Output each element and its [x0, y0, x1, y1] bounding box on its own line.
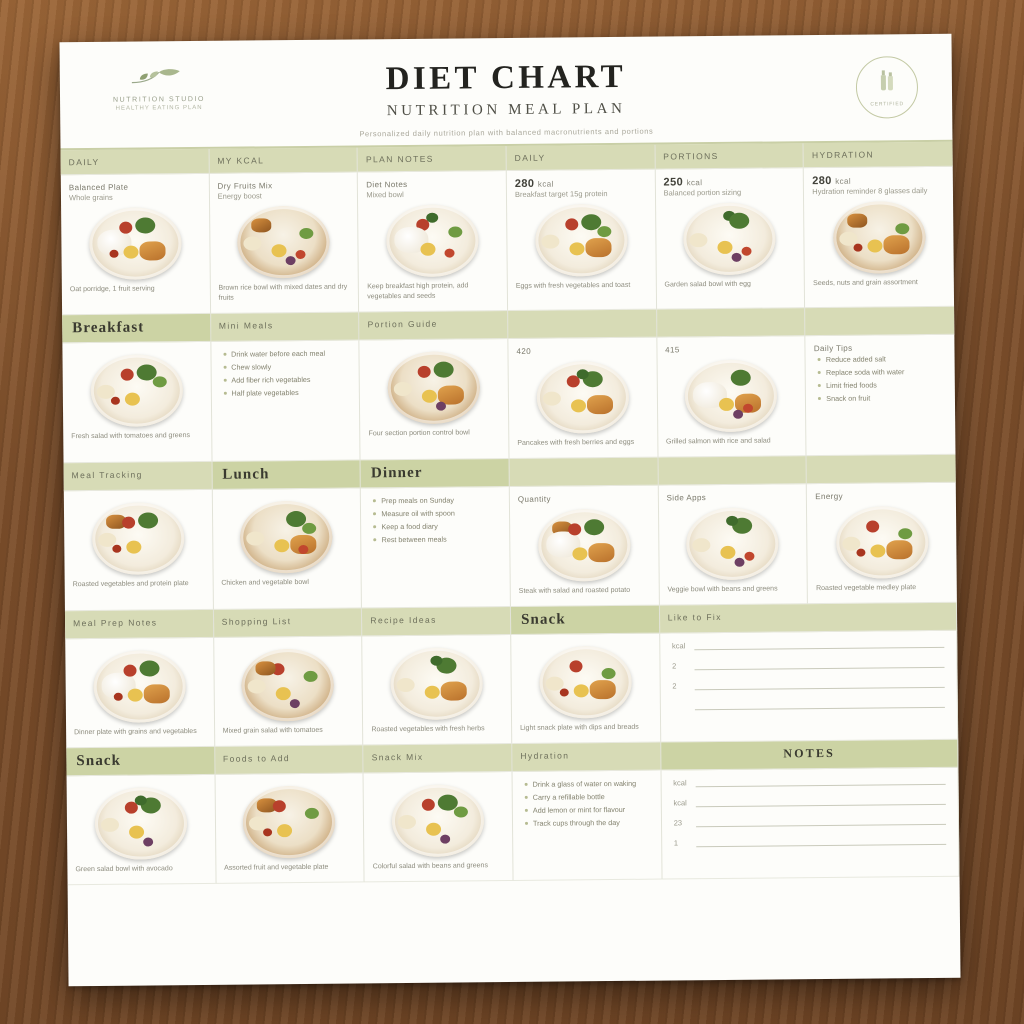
cell-caption: Eggs with fresh vegetables and toast — [515, 281, 631, 290]
page-title: DIET CHART — [385, 58, 627, 98]
cell-title: Daily Tips — [813, 343, 853, 354]
diet-chart-sheet — [59, 34, 960, 987]
write-line[interactable] — [695, 776, 945, 787]
food-plate-image — [240, 501, 333, 574]
list-item: Add lemon or mint for flavour — [533, 804, 651, 816]
food-plate-image — [386, 204, 479, 277]
certification-seal — [856, 56, 919, 119]
food-plate-image — [538, 509, 631, 582]
food-plate-image — [89, 207, 182, 280]
list-item: Half plate vegetables — [231, 387, 349, 399]
cell-caption: Grilled salmon with rice and salad — [665, 437, 771, 446]
cell-r1-1 — [62, 342, 212, 463]
food-plate-image — [93, 650, 186, 723]
write-row[interactable] — [672, 679, 944, 691]
write-label: kcal — [671, 641, 686, 651]
write-row[interactable] — [674, 816, 946, 828]
cell-caption: Brown rice bowl with mixed dates and dry fruits — [218, 283, 348, 302]
cell-r2-1 — [64, 490, 214, 611]
cell-subtitle: Hydration reminder 8 glasses daily — [812, 185, 928, 197]
cell-r3-writelines[interactable] — [660, 631, 958, 743]
cell-r4-1 — [67, 775, 217, 885]
cell-caption: Keep breakfast high protein, add vegetables and seeds — [367, 282, 469, 301]
band-spacer-6 — [805, 307, 954, 336]
cell-title: 420 — [516, 346, 532, 356]
write-label: kcal — [673, 798, 687, 808]
cell-overview-3 — [358, 171, 508, 312]
cell-caption: Seeds, nuts and grain assortment — [813, 279, 918, 288]
write-line[interactable] — [694, 659, 944, 670]
section-title-snack: Snack — [511, 606, 660, 635]
food-plate-image — [243, 786, 336, 859]
row-final-content — [67, 768, 960, 886]
cell-caption: Colorful salad with beans and greens — [372, 862, 488, 871]
cell-title: Balanced Plate — [68, 182, 129, 193]
list-item: Replace soda with water — [826, 366, 945, 378]
food-plate-image — [536, 361, 629, 434]
list-item: Rest between meals — [382, 533, 500, 545]
cell-caption: Four section portion control bowl — [368, 429, 470, 438]
cell-r3-1 — [65, 638, 215, 748]
cell-caption: Roasted vegetables and protein plate — [72, 580, 189, 589]
cell-subtitle: Balanced portion sizing — [663, 187, 742, 198]
cell-subtitle: Energy boost — [217, 191, 262, 201]
cell-r4-4-bullets — [513, 771, 663, 881]
column-header-portions: PORTIONS — [655, 143, 804, 169]
cell-caption: Oat porridge, 1 fruit serving — [69, 285, 155, 294]
cell-title: Side Apps — [666, 493, 707, 503]
row-overview — [61, 167, 954, 316]
write-row[interactable] — [673, 796, 945, 808]
cell-subtitle: Mixed bowl — [366, 190, 404, 200]
write-label: kcal — [673, 778, 687, 788]
cell-r2-3-bullets — [361, 487, 511, 608]
page-subtitle: NUTRITION MEAL PLAN — [386, 100, 626, 120]
cell-caption: Assorted fruit and vegetable plate — [224, 863, 329, 872]
cell-caption: Light snack plate with dips and breads — [520, 723, 639, 732]
row-dinner-content — [64, 483, 957, 612]
cell-caption: Pancakes with fresh berries and eggs — [517, 438, 635, 447]
food-plate-image — [94, 787, 187, 860]
bottle-icon — [874, 67, 900, 98]
cell-r1-4 — [508, 338, 658, 459]
cell-notes-writelines[interactable] — [661, 768, 959, 880]
food-plate-image — [390, 647, 483, 720]
write-line[interactable] — [695, 699, 945, 710]
column-header-daily-2: DAILY — [507, 145, 656, 171]
column-header-daily: DAILY — [61, 149, 210, 175]
seal-label: CERTIFIED — [870, 101, 904, 108]
cell-title: Energy — [815, 491, 844, 502]
write-label: 2 — [672, 661, 677, 671]
list-item: Prep meals on Sunday — [381, 494, 499, 506]
cell-r2-7 — [807, 483, 957, 604]
cell-caption: Steak with salad and roasted potato — [518, 586, 631, 595]
food-plate-image — [238, 206, 331, 279]
leaf-icon — [94, 67, 224, 93]
cell-r4-2 — [215, 773, 365, 883]
cell-overview-4 — [507, 170, 657, 311]
page-tagline: Personalized daily nutrition plan with balanced macronutrients and portions — [359, 126, 654, 139]
list-item: Limit fried foods — [826, 379, 945, 391]
cell-subtitle: Whole grains — [68, 192, 113, 203]
band-label-mini: Mini Meals — [211, 312, 360, 341]
cell-caption: Green salad bowl with avocado — [75, 865, 173, 874]
section-title-lunch: Lunch — [212, 460, 361, 489]
band-label-liketofix: Like to Fix — [660, 603, 958, 634]
write-row[interactable] — [672, 659, 944, 671]
band-spacer-d5 — [658, 456, 807, 485]
write-row[interactable] — [674, 836, 946, 848]
cell-caption: Chicken and vegetable bowl — [221, 578, 309, 587]
band-label-mealprep: Meal Prep Notes — [65, 610, 214, 639]
band-label-snackmix: Snack Mix — [364, 744, 513, 773]
kcal-value: 280 — [812, 174, 832, 188]
cell-r2-5 — [658, 484, 808, 605]
band-label-recipes: Recipe Ideas — [362, 607, 511, 636]
write-line[interactable] — [695, 796, 945, 807]
kcal-value: 280 — [514, 177, 535, 190]
band-label-tracking: Meal Tracking — [64, 462, 213, 491]
cell-subtitle: Breakfast target 15g protein — [514, 189, 608, 199]
kcal-unit: kcal — [537, 179, 554, 189]
list-item: Measure oil with spoon — [381, 507, 499, 519]
cell-caption: Fresh salad with tomatoes and greens — [71, 432, 190, 441]
write-line[interactable] — [694, 679, 944, 690]
section-title-breakfast: Breakfast — [62, 314, 211, 343]
cell-caption: Roasted vegetables with fresh herbs — [371, 725, 485, 734]
food-plate-image — [242, 649, 335, 722]
write-line[interactable] — [694, 639, 944, 650]
write-line[interactable] — [696, 836, 946, 847]
cell-r1-2-bullets — [211, 340, 361, 461]
brand-line-1: NUTRITION STUDIO — [112, 95, 206, 104]
list-item: Chew slowly — [231, 361, 349, 373]
cell-r2-4 — [510, 486, 660, 607]
list-item: Drink water before each meal — [231, 348, 349, 360]
column-header-mykcal: MY KCAL — [209, 147, 358, 173]
brand-logo — [94, 67, 224, 114]
list-item: Add fiber rich vegetables — [231, 374, 349, 386]
write-label: 1 — [673, 838, 679, 848]
list-item: Track cups through the day — [533, 817, 651, 829]
food-plate-image — [92, 502, 185, 575]
cell-title: Dry Fruits Mix — [217, 181, 273, 191]
cell-title: Quantity — [517, 494, 551, 504]
write-row[interactable] — [673, 699, 945, 711]
band-spacer-d6 — [807, 455, 956, 484]
section-title-dinner: Dinner — [361, 459, 510, 488]
section-title-snack-2: Snack — [66, 747, 215, 776]
section-title-notes: NOTES — [661, 740, 959, 771]
food-plate-image — [684, 202, 777, 275]
food-plate-image — [686, 507, 779, 580]
list-item: Drink a glass of water on waking — [533, 778, 651, 790]
food-plate-image — [833, 201, 926, 274]
food-plate-image — [535, 204, 628, 277]
cell-overview-5 — [655, 168, 805, 309]
bullet-list — [219, 348, 351, 399]
cell-caption: Dinner plate with grains and vegetables — [74, 728, 197, 737]
band-label-shopping: Shopping List — [214, 608, 363, 637]
cell-r1-7-bullets — [806, 335, 956, 456]
kcal-unit: kcal — [835, 176, 852, 186]
write-row[interactable] — [672, 639, 944, 651]
cell-title: Diet Notes — [366, 179, 408, 190]
food-plate-image — [90, 354, 183, 427]
brand-line-2: HEALTHY EATING PLAN — [115, 104, 203, 112]
write-line[interactable] — [696, 816, 946, 827]
cell-r4-3 — [364, 772, 514, 882]
cell-caption: Veggie bowl with beans and greens — [667, 585, 778, 594]
cell-r1-5 — [657, 336, 807, 457]
list-item: Snack on fruit — [826, 392, 945, 404]
food-plate-image — [392, 784, 485, 857]
document-header — [59, 34, 952, 151]
row-snack-content — [65, 631, 958, 749]
food-plate-image — [836, 506, 929, 579]
list-item: Keep a food diary — [381, 520, 499, 532]
band-spacer-5 — [657, 308, 806, 337]
cell-r3-2 — [214, 636, 364, 746]
band-label-hydration: Hydration — [512, 743, 661, 772]
list-item: Reduce added salt — [826, 353, 945, 365]
cell-overview-2 — [209, 172, 359, 313]
kcal-unit: kcal — [686, 178, 703, 188]
band-spacer-d4 — [510, 458, 659, 487]
bullet-list — [521, 778, 653, 829]
bullet-list — [814, 353, 947, 404]
write-label: 2 — [672, 681, 677, 691]
write-row[interactable] — [673, 776, 945, 788]
cell-r3-4 — [511, 634, 661, 744]
list-item: Carry a refillable bottle — [533, 791, 651, 803]
food-plate-image — [388, 351, 481, 424]
band-spacer-4 — [508, 310, 657, 339]
bullet-list — [369, 494, 501, 545]
row-lunch-content — [62, 335, 955, 464]
cell-title: 415 — [665, 345, 680, 355]
cell-r3-3 — [363, 635, 513, 745]
cell-overview-7 — [804, 167, 954, 308]
cell-r1-3 — [360, 339, 510, 460]
cell-caption: Garden salad bowl with egg — [664, 280, 751, 289]
cell-caption: Mixed grain salad with tomatoes — [222, 726, 323, 735]
cell-caption: Roasted vegetable medley plate — [816, 584, 917, 593]
write-label: 23 — [673, 818, 683, 828]
column-header-plannotes: PLAN NOTES — [358, 146, 507, 172]
food-plate-image — [685, 359, 778, 432]
band-label-foods-add: Foods to Add — [215, 745, 364, 774]
food-plate-image — [539, 646, 632, 719]
column-header-hydration: HYDRATION — [804, 142, 953, 168]
band-label-portion: Portion Guide — [359, 311, 508, 340]
kcal-value: 250 — [663, 176, 684, 189]
cell-r2-2 — [212, 488, 362, 609]
cell-overview-1 — [61, 174, 211, 315]
